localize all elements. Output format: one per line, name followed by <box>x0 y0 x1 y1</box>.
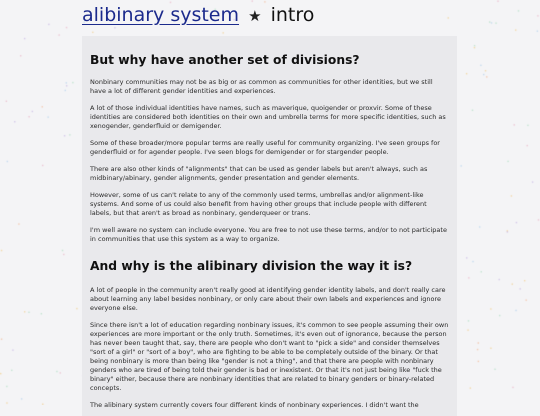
paragraph: There are also other kinds of "alignments" that can be used as gender labels but aren't always, such as midbinary/abinary, gender alignments, gender presentation and gender elements. <box>90 165 428 182</box>
section-heading: And why is the alibinary division the way it is? <box>90 259 413 273</box>
paragraph: A lot of those individual identities have names, such as maverique, quoigender or proxvir. Some of these identities are considered both identities on their own and umbrella terms for more specific identities, such as xenogender, genderfluid or demigender. <box>90 104 446 130</box>
main-content <box>82 36 457 416</box>
paragraph: Since there isn't a lot of education regarding nonbinary issues, it's common to see people assuming their own experiences are more important or the only truth. Sometimes, it's even out of ignorance, because the person has never been taught that, say, there are people who don't want to "pick a side" and consider themselves "sort of a girl" or "sort of a boy", who are fighting to be able to be completely outside of the binary. Or that being nonbinary is more than being like "gender is not a thing", and that there are people with nonbinary genders who are tired of being told their gender is bad or inexistent. Or that it's not just being like "fuck the binary" either, because there are nonbinary identities that are related to binary genders or binary-related concepts. <box>90 321 449 392</box>
site-header <box>82 2 314 29</box>
paragraph: The alibinary system currently covers four different kinds of nonbinary experiences. I didn't want the <box>90 401 419 409</box>
paragraph: Nonbinary communities may not be as big or as common as communities for other identities, but we still have a lot of different gender identities and experiences. <box>90 78 433 95</box>
paragraph: A lot of people in the community aren't really good at identifying gender identity labels, and don't really care about learning any label besides nonbinary, or only care about their own labels and experiences and ignore everyone else. <box>90 286 446 312</box>
section-why-alibinary <box>90 258 449 410</box>
section-why-divisions <box>90 52 449 244</box>
paragraph: Some of these broader/more popular terms are really useful for community organizing. I've seen groups for genderfluid or for agender people. I've seen blogs for demigender or for stargender people. <box>90 139 440 156</box>
page-name: intro <box>270 4 315 26</box>
star-separator-icon: ★ <box>248 7 262 25</box>
paragraph: However, some of us can't relate to any of the commonly used terms, umbrellas and/or alignment-like systems. And some of us could also benefit from having other groups that include people with different labels, but that aren't as broad as nonbinary, genderqueer or trans. <box>90 191 427 217</box>
site-home-link[interactable]: alibinary system <box>82 4 240 26</box>
paragraph: I'm well aware no system can include everyone. You are free to not use these terms, and/or to not participate in communities that use this system as a way to organize. <box>90 226 447 243</box>
section-heading: But why have another set of divisions? <box>90 53 360 67</box>
